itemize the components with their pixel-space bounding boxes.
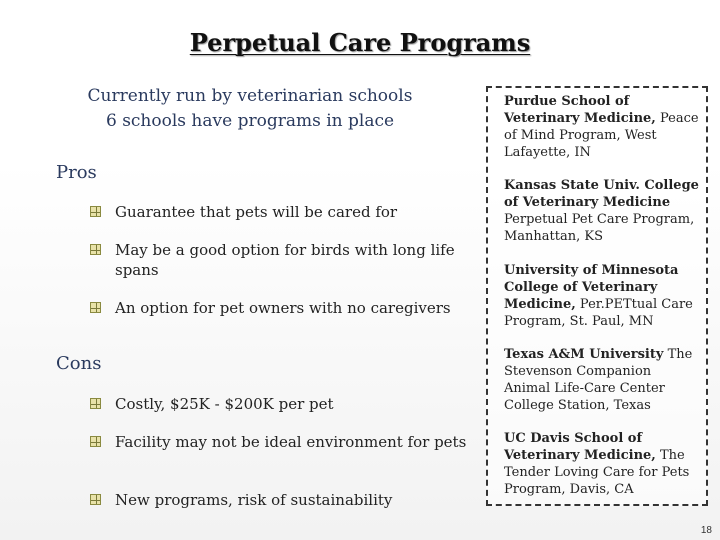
bullet-icon [90, 206, 101, 217]
cons-heading: Cons [56, 353, 102, 374]
school-program: Per.PETtual Care Program, St. Paul, MN [504, 297, 693, 329]
school-program: The Stevenson Companion Animal Life-Care Center College Station, Texas [504, 347, 693, 413]
bullet-icon [90, 436, 101, 447]
bullet-icon [90, 244, 101, 255]
intro-text [40, 84, 460, 134]
pros-item-2 [90, 240, 500, 280]
intro-line-1: Currently run by veterinarian schools [87, 86, 413, 106]
school-entry-minnesota [504, 262, 700, 330]
slide-title-text: Perpetual Care Programs [189, 28, 531, 57]
school-name: University of Minnesota College of Veterinary Medicine, [504, 263, 679, 312]
school-program: The Tender Loving Care for Pets Program, Davis, CA [504, 448, 690, 497]
cons-item-2-text: Facility may not be ideal environment for pets [115, 433, 467, 451]
cons-item-1-text: Costly, $25K - $200K per pet [115, 395, 334, 413]
school-name: Texas A&M University [504, 347, 664, 362]
bullet-icon [90, 494, 101, 505]
pros-item-3 [90, 298, 500, 318]
school-program: Peace of Mind Program, West Lafayette, IN [504, 111, 699, 160]
school-entry-kansas [504, 177, 700, 245]
school-program: Perpetual Pet Care Program, Manhattan, KS [504, 212, 695, 244]
school-entry-purdue [504, 93, 700, 161]
intro-line-2: 6 schools have programs in place [105, 111, 395, 131]
cons-item-1 [90, 394, 500, 414]
pros-item-1-text: Guarantee that pets will be cared for [115, 203, 398, 221]
bullet-icon [90, 398, 101, 409]
pros-item-3-text: An option for pet owners with no caregivers [115, 299, 451, 317]
pros-item-2-text: May be a good option for birds with long life spans [115, 241, 455, 279]
school-name: Purdue School of Veterinary Medicine, [504, 94, 656, 126]
slide-title [0, 28, 720, 57]
cons-item-2 [90, 432, 500, 452]
pros-heading: Pros [56, 162, 97, 183]
school-name: Kansas State Univ. College of Veterinary Medicine [504, 178, 699, 210]
bullet-icon [90, 302, 101, 313]
pros-item-1 [90, 202, 500, 222]
cons-item-3 [90, 490, 500, 510]
school-entry-texas [504, 346, 700, 414]
cons-item-3-text: New programs, risk of sustainability [115, 491, 393, 509]
school-entry-ucdavis [504, 430, 700, 498]
school-name: UC Davis School of Veterinary Medicine, [504, 431, 656, 463]
slide-number: 18 [700, 525, 712, 536]
